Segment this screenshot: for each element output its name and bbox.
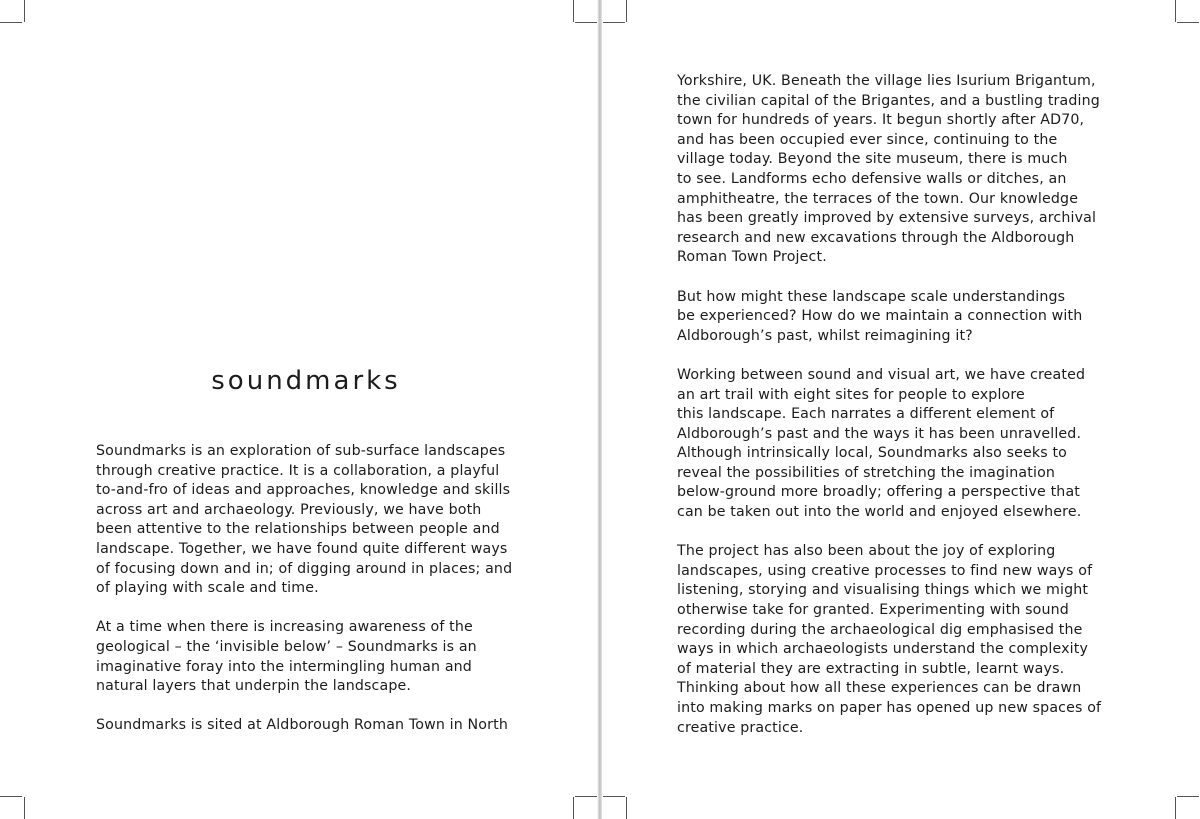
- right-body-text: [677, 72, 1117, 738]
- paragraph: Working between sound and visual art, we have created an art trail with eight sites for people to explore this landscape. Each narrates a different element of Aldborough’s past and the ways it has been unravelled. Although intrinsically local, Soundmarks also seeks to reveal the possibilities of stretching the imagination below-ground more broadly; offering a perspective that can be taken out into the world and enjoyed elsewhere.: [677, 366, 1086, 521]
- paragraph: At a time when there is increasing awareness of the geological – the ‘invisible below’ – Soundmarks is an imaginative foray into the intermingling human and natural layers that underpin the landscape.: [96, 619, 477, 695]
- paragraph: The project has also been about the joy of exploring landscapes, using creative processes to find new ways of listening, storying and visualising things which we might otherwise take for granted. Experimenting with sound recording during the archaeological dig emphasised the ways in which archaeologists understand the complexity of material they are extracting in subtle, learnt ways. Thinking about how all these experiences can be drawn into making marks on paper has opened up new spaces of creative practice.: [677, 543, 1102, 736]
- crop-mark: [626, 797, 627, 819]
- left-body-text: [96, 442, 536, 736]
- page-title: soundmarks: [211, 366, 401, 396]
- crop-mark: [603, 796, 625, 797]
- crop-mark: [1175, 797, 1176, 819]
- crop-mark: [24, 797, 25, 819]
- crop-mark: [626, 0, 627, 22]
- paragraph: Soundmarks is sited at Aldborough Roman Town in North: [96, 717, 508, 734]
- book-spine: [597, 0, 602, 819]
- crop-mark: [573, 797, 574, 819]
- crop-mark: [1177, 22, 1199, 23]
- paragraph: Yorkshire, UK. Beneath the village lies Isurium Brigantum, the civilian capital of the Brigantes, and a bustling trading town for hundreds of years. It begun shortly after AD70, and has been occupied ever since, continuing to the village today. Beyond the site museum, there is much to see. Landforms echo defensive walls or ditches, an amphitheatre, the terraces of the town. Our knowledge has been greatly improved by extensive surveys, archival research and new excavations through the Aldborough Roman Town Project.: [677, 73, 1100, 266]
- crop-mark: [0, 22, 22, 23]
- crop-mark: [573, 0, 574, 22]
- crop-mark: [1177, 796, 1199, 797]
- crop-mark: [1175, 0, 1176, 22]
- crop-mark: [24, 0, 25, 22]
- crop-mark: [575, 22, 597, 23]
- crop-mark: [0, 796, 22, 797]
- paragraph: Soundmarks is an exploration of sub-surface landscapes through creative practice. It is a collaboration, a playful to-and-fro of ideas and approaches, knowledge and skills across art and archaeology. Previously, we have both been attentive to the relationships between people and landscape. Together, we have found quite different ways of focusing down and in; of digging around in places; and of playing with scale and time.: [96, 443, 513, 597]
- crop-mark: [603, 22, 625, 23]
- crop-mark: [575, 796, 597, 797]
- paragraph: But how might these landscape scale understandings be experienced? How do we maintain a connection with Aldborough’s past, whilst reimagining it?: [677, 288, 1083, 344]
